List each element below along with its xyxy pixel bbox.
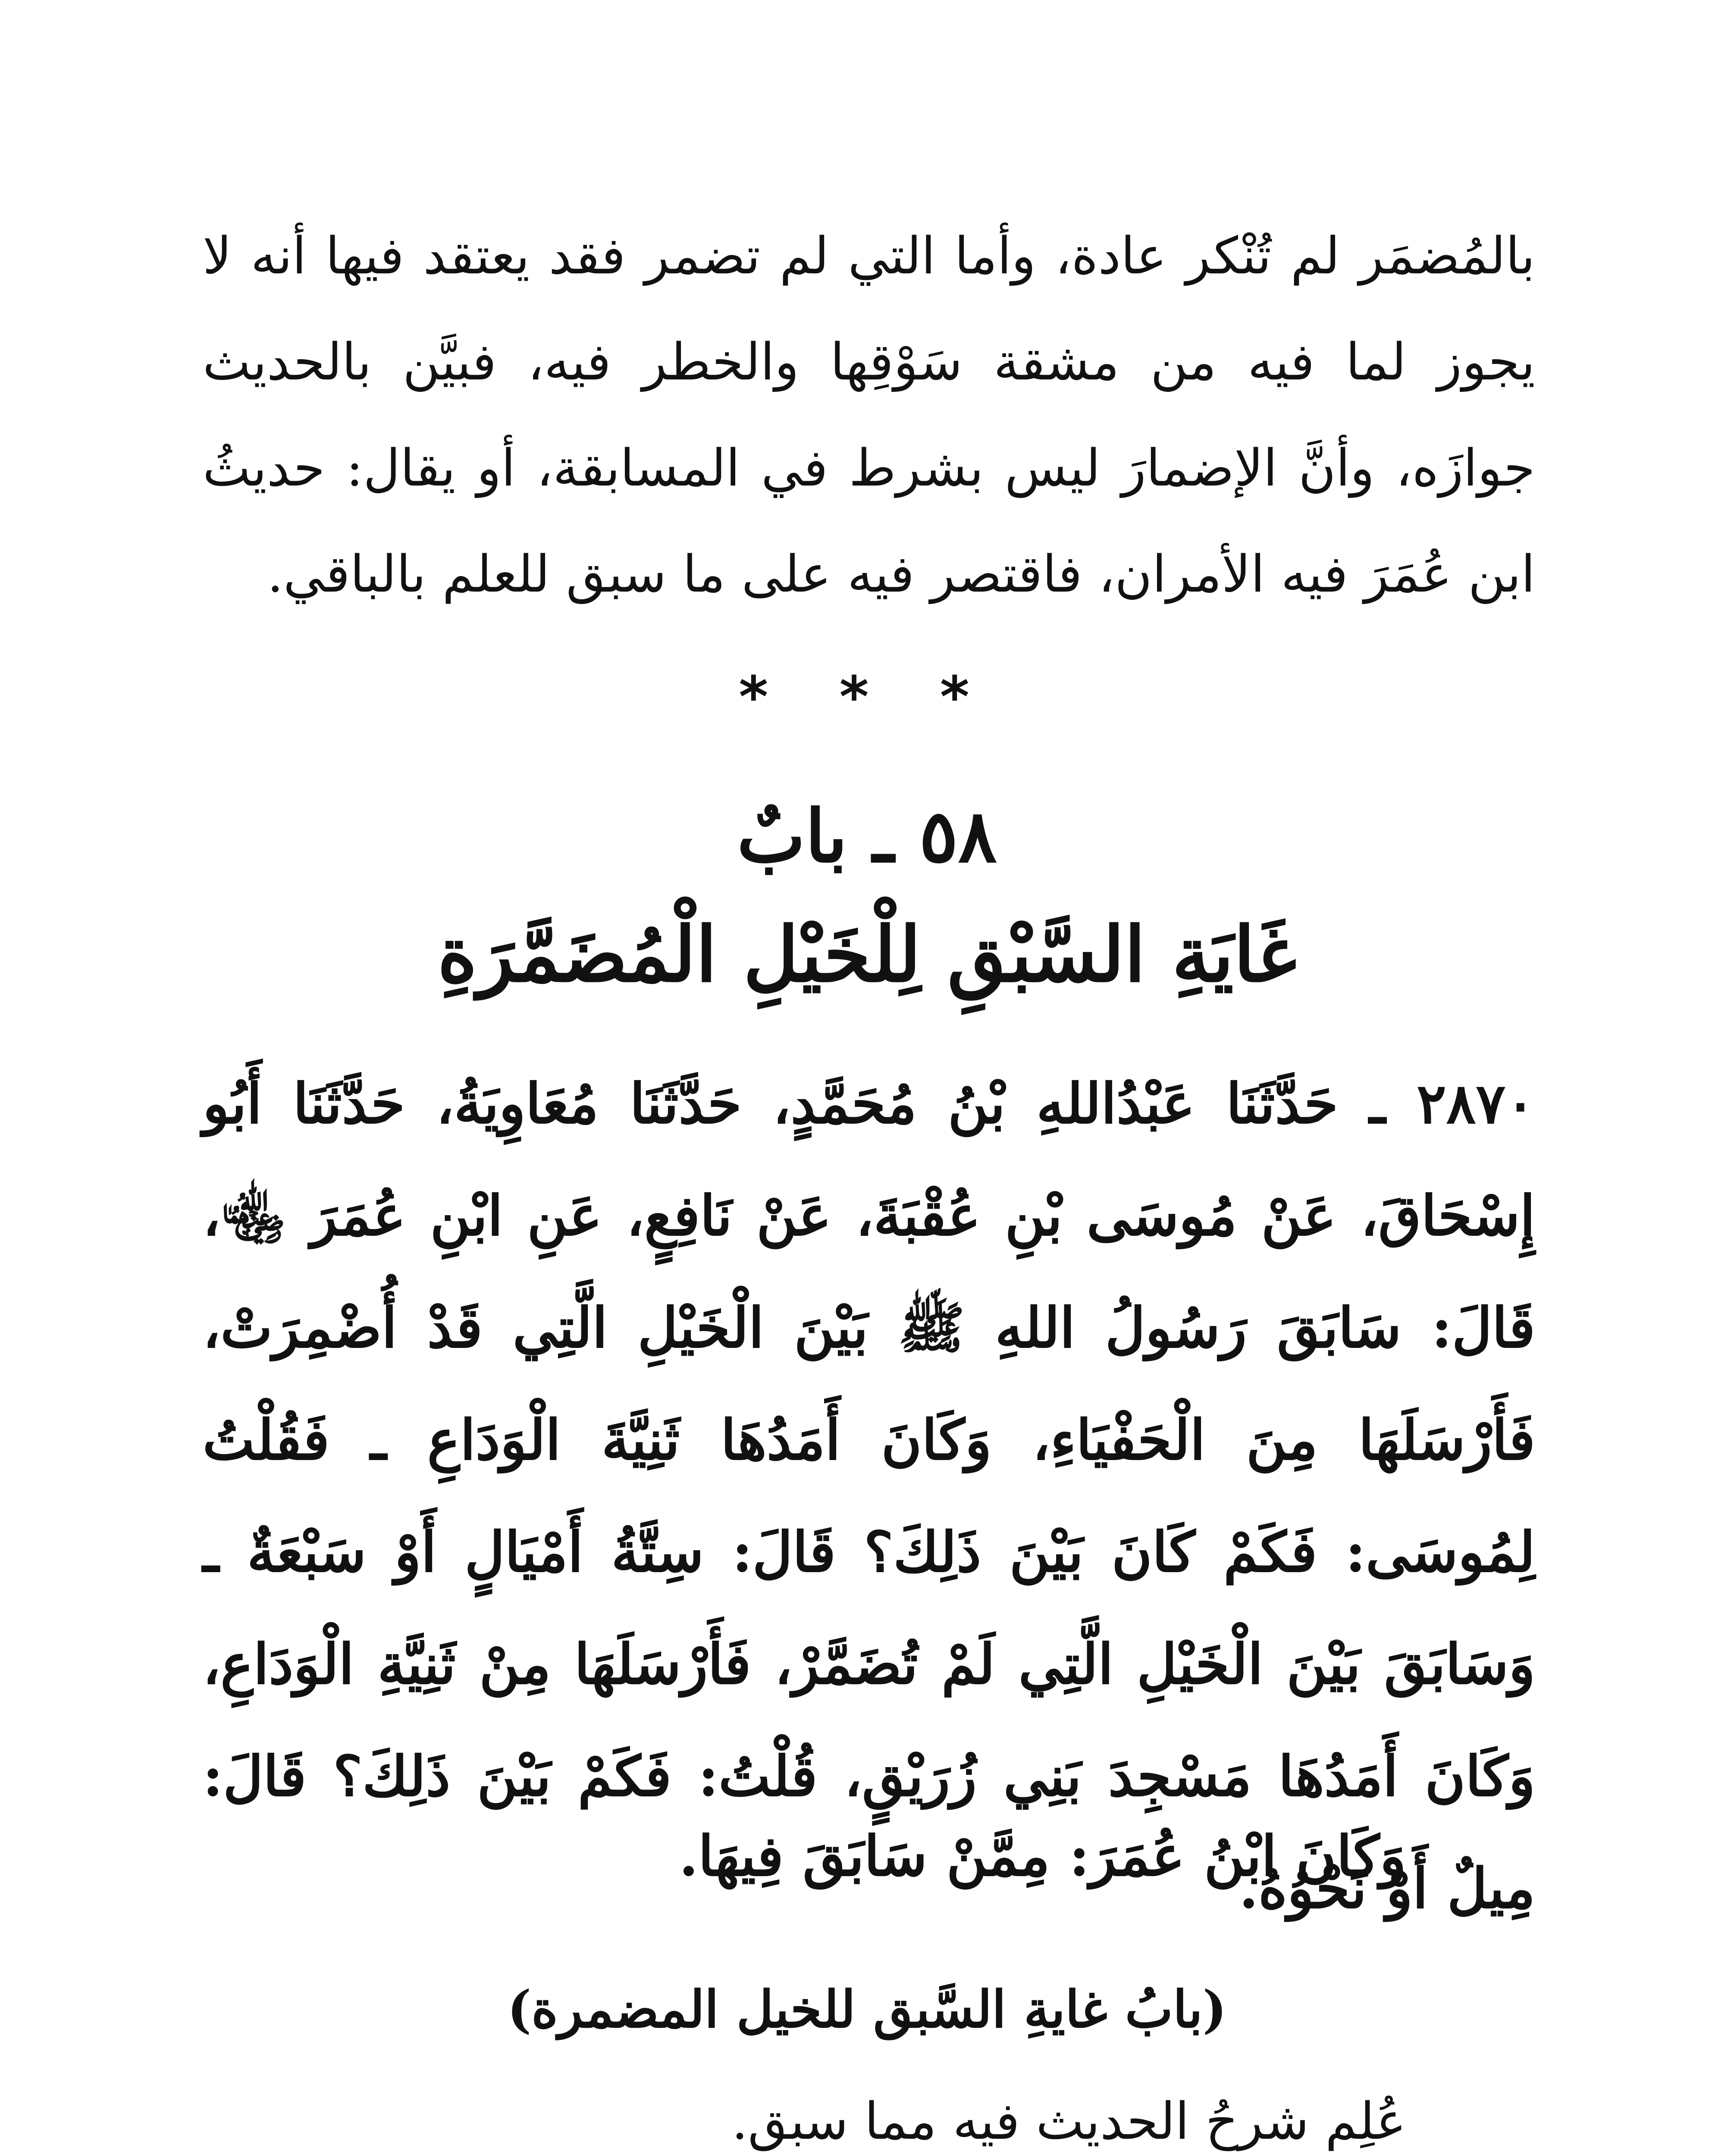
- intro-paragraph: بالمُضمَر لم تُنْكر عادة، وأما التي لم تضمر فقد يعتقد فيها أنه لا يجوز لما فيه من مشقة سَوْقِها والخطر فيه، فبيَّن بالحديث جوازَه، وأنَّ الإضمارَ ليس بشرط في المسابقة، أو يقال: حديثُ ابن عُمَرَ فيه الأمران، فاقتصر فيه على ما سبق للعلم بالباقي.: [203, 226, 1535, 604]
- commentary-text: عُلِم شرحُ الحديث فيه مما سبق.: [731, 2091, 1406, 2151]
- hadith-closing-line: وَكَانَ ابْنُ عُمَرَ: مِمَّنْ سَابَقَ فِيهَا.: [679, 1824, 1406, 1889]
- chapter-number: ٥٨ ـ بابٌ: [737, 793, 997, 879]
- hadith-text: ٢٨٧٠ ـ حَدَّثَنَا عَبْدُاللهِ بْنُ مُحَمَّدٍ، حَدَّثَنَا مُعَاوِيَةُ، حَدَّثَنَا أَبُو إِسْحَاقَ، عَنْ مُوسَى بْنِ عُقْبَةَ، عَنْ نَافِعٍ، عَنِ ابْنِ عُمَرَ ﵄، قَالَ: سَابَقَ رَسُولُ اللهِ ﷺ بَيْنَ الْخَيْلِ الَّتِي قَدْ أُضْمِرَتْ، فَأَرْسَلَهَا مِنَ الْحَفْيَاءِ، وَكَانَ أَمَدُهَا ثَنِيَّةَ الْوَدَاعِ ـ فَقُلْتُ لِمُوسَى: فَكَمْ كَانَ بَيْنَ ذَلِكَ؟ قَالَ: سِتَّةُ أَمْيَالٍ أَوْ سَبْعَةٌ ـ وَسَابَقَ بَيْنَ الْخَيْلِ الَّتِي لَمْ تُضَمَّرْ، فَأَرْسَلَهَا مِنْ ثَنِيَّةِ الْوَدَاعِ، وَكَانَ أَمَدُهَا مَسْجِدَ بَنِي زُرَيْقٍ، قُلْتُ: فَكَمْ بَيْنَ ذَلِكَ؟ قَالَ: مِيلٌ أَوْ نَحْوُهُ.: [203, 1072, 1536, 1921]
- section-separator: * * *: [739, 664, 995, 730]
- chapter-title: غَايَةِ السَّبْقِ لِلْخَيْلِ الْمُضَمَّرَةِ: [437, 910, 1297, 999]
- commentary-title: (بابُ غايةِ السَّبق للخيل المضمرة): [507, 1979, 1227, 2039]
